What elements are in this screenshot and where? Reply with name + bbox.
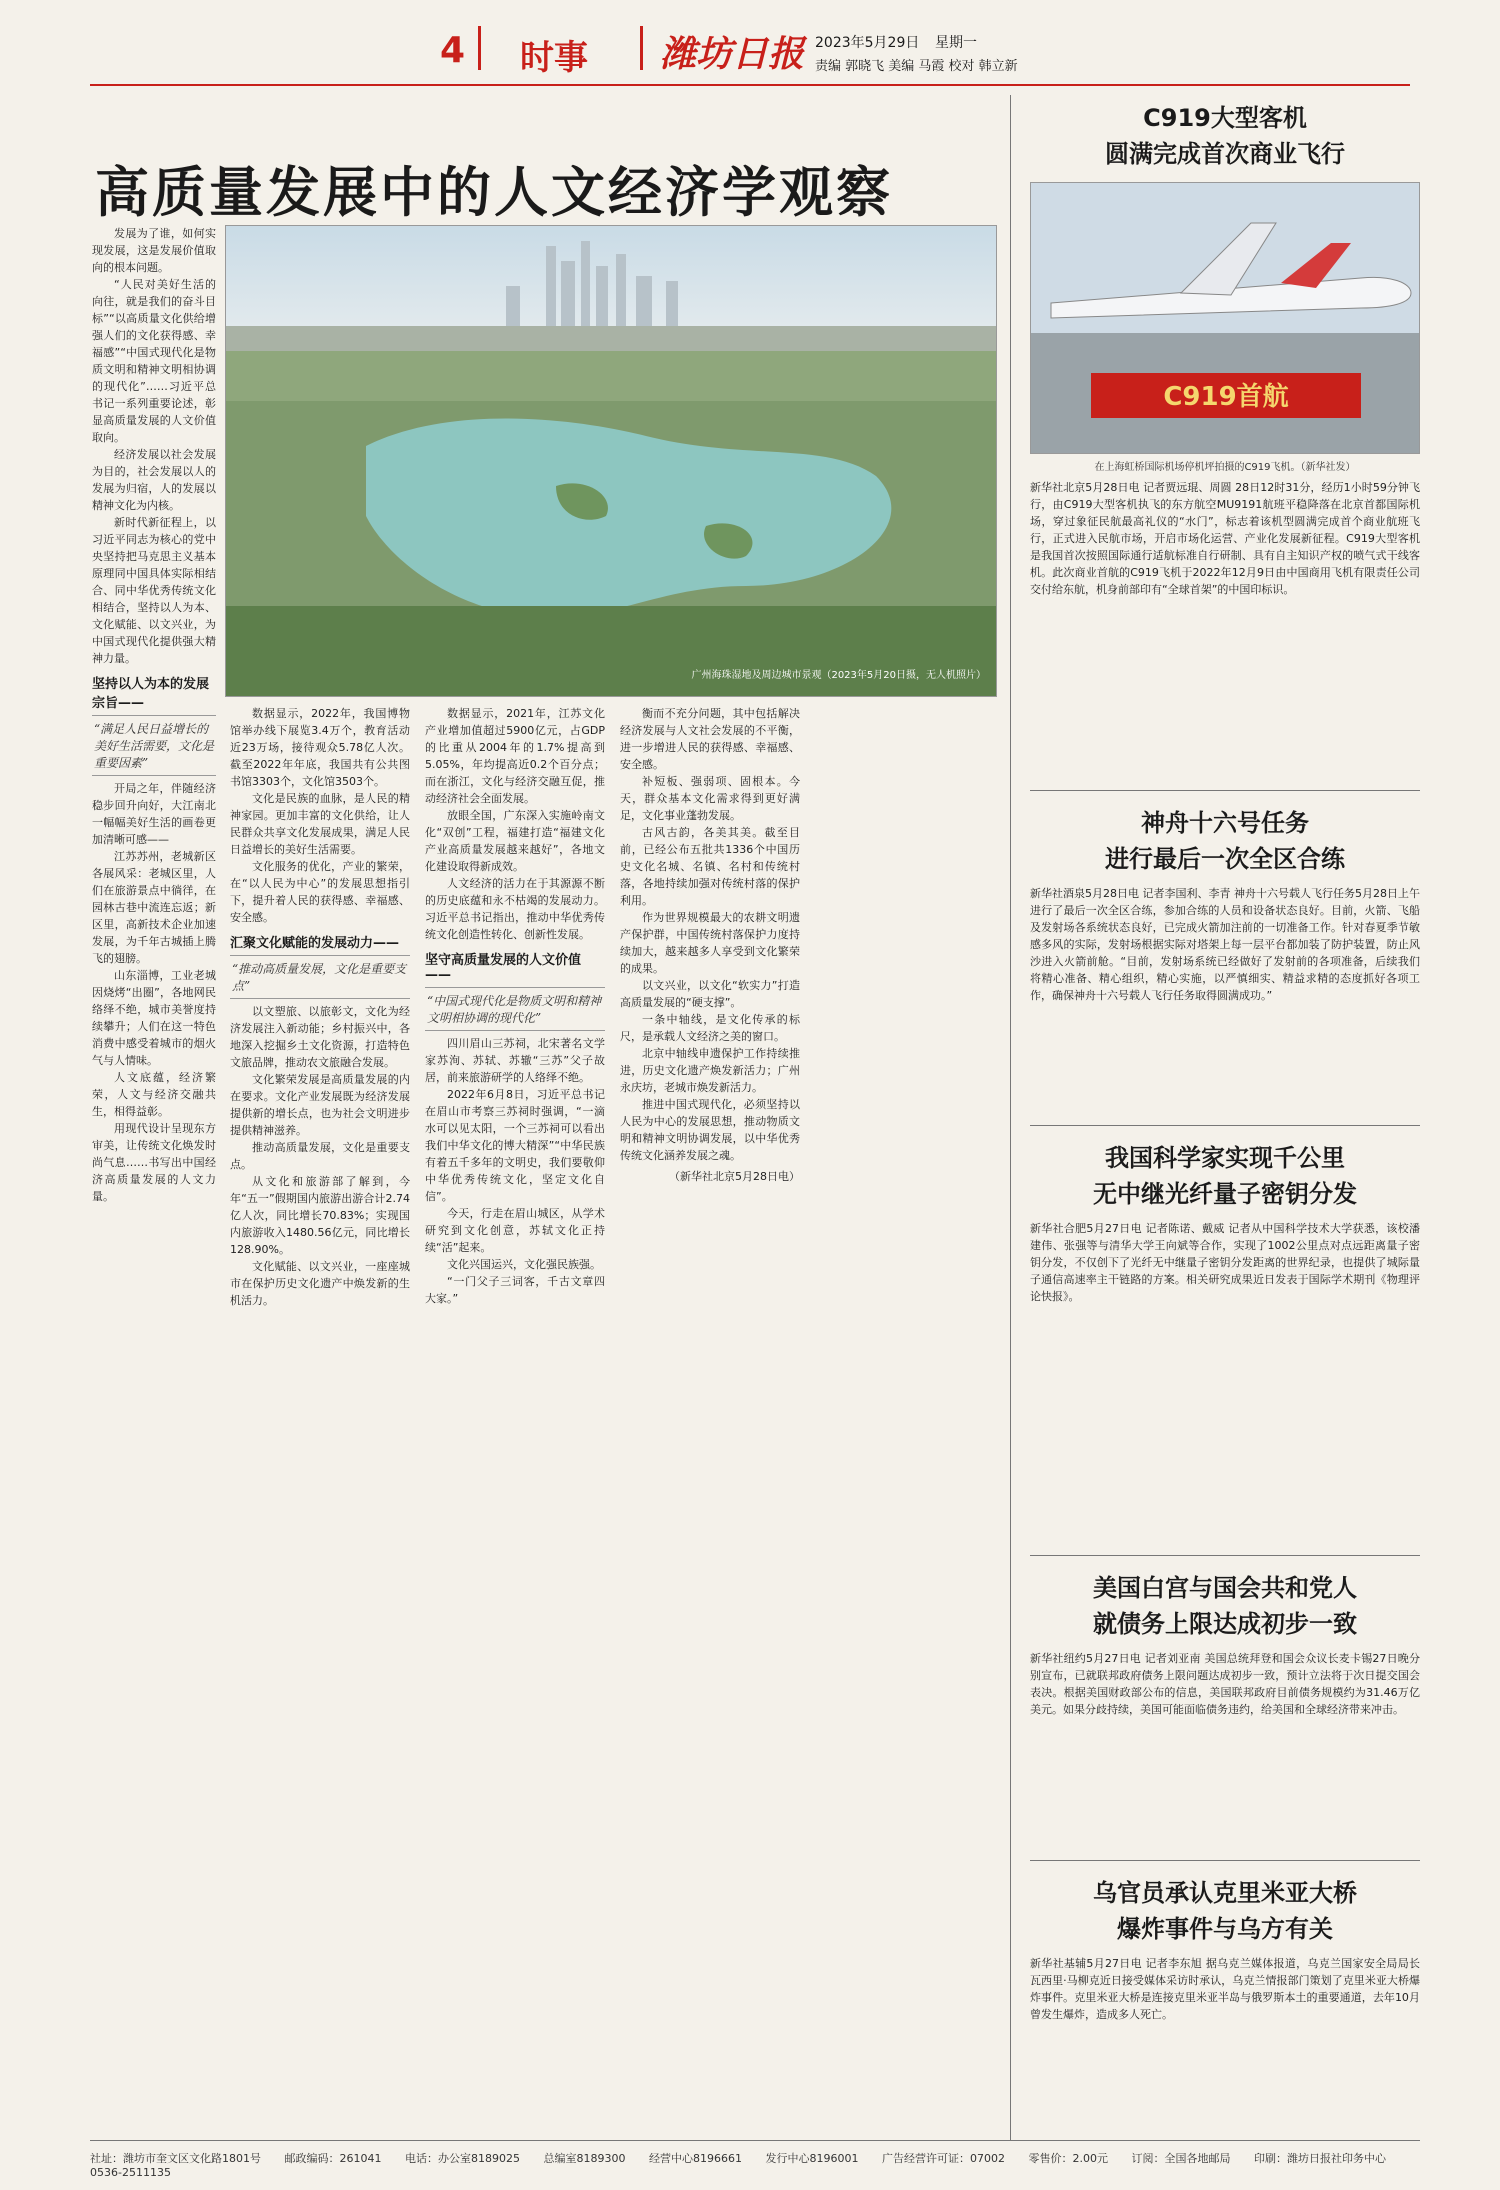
article-headline <box>1030 100 1420 172</box>
news-article <box>1030 1875 1420 2023</box>
article-column <box>230 705 410 1309</box>
masthead-divider <box>640 26 643 70</box>
column-2-text-2 <box>230 1003 410 1309</box>
dateline: （新华社北京5月28日电） <box>669 1170 800 1183</box>
airplane-image <box>1031 183 1420 453</box>
paragraph: 文化赋能、以文兴业，一座座城市在保护历史文化遗产中焕发新的生机活力。 <box>230 1260 410 1307</box>
article-headline <box>1030 1875 1420 1947</box>
paragraph: 古风古韵，各美其美。截至目前，已经公布五批共1336个中国历史文化名城、名镇、名村和传统村落，各地持续加强对传统村落的保护利用。 <box>620 826 800 907</box>
main-photo <box>225 225 997 697</box>
footer-item: 广告经营许可证：07002 <box>882 2152 1005 2165</box>
news-article <box>1030 1140 1420 1305</box>
headline-line: 神舟十六号任务 <box>1141 809 1309 837</box>
section-subhead: 坚持以人为本的发展宗旨—— <box>92 677 210 711</box>
footer-item: 电话：办公室8189025 <box>405 2152 520 2165</box>
article-body: 新华社纽约5月27日电 记者刘亚南 美国总统拜登和国会众议长麦卡锡27日晚分别宣布，已就联邦政府债务上限问题达成初步一致，预计立法将于次日提交国会表决。根据美国财政部公布的信息，美国联邦政府目前债务规模约为31.46万亿美元。如果分歧持续，美国可能面临债务违约，给美国和全球经济带来冲击。 <box>1030 1652 1420 1716</box>
headline-line: 乌官员承认克里米亚大桥 <box>1093 1879 1357 1907</box>
paragraph: 发展为了谁，如何实现发展，这是发展价值取向的根本问题。 <box>92 227 216 274</box>
column-3-text <box>425 705 605 943</box>
article-column <box>620 705 800 1185</box>
pull-quote: “中国式现代化是物质文明和精神文明相协调的现代化” <box>425 987 605 1031</box>
footer-item: 社址：潍坊市奎文区文化路1801号 <box>90 2152 261 2165</box>
banner-text: C919首航 <box>1163 382 1289 412</box>
paragraph: 文化繁荣发展是高质量发展的内在要求。文化产业发展既为经济发展提供新的增长点，也为社会文明进步提供精神滋养。 <box>230 1073 410 1137</box>
paragraph: 以文兴业，以文化“软实力”打造高质量发展的“硬支撑”。 <box>620 979 800 1009</box>
column-divider <box>1010 95 1011 2140</box>
footer-item: 订阅：全国各地邮局 <box>1131 2152 1231 2165</box>
article-body: 新华社合肥5月27日电 记者陈诺、戴威 记者从中国科学技术大学获悉，该校潘建伟、张强等与清华大学王向斌等合作，实现了1002公里点对点远距离量子密钥分发，不仅创下了光纤无中继量子密钥分发距离的世界纪录，也提供了城际量子通信高速率主干链路的方案。相关研究成果近日发表于国际学术期刊《物理评论快报》。 <box>1030 1222 1420 1303</box>
column-1-text <box>92 225 216 667</box>
paper-logo: 潍坊日报 <box>660 33 805 75</box>
paragraph: 推进中国式现代化，必须坚持以人民为中心的发展思想，推动物质文明和精神文明协调发展，以中华优秀传统文化涵养发展之魂。 <box>620 1098 800 1162</box>
section-subhead: 汇聚文化赋能的发展动力—— <box>230 936 400 951</box>
footer-item: 邮政编码：261041 <box>284 2152 382 2165</box>
paragraph: 人文底蕴，经济繁荣，人文与经济交融共生，相得益彰。 <box>92 1071 216 1118</box>
headline-line: 就债务上限达成初步一致 <box>1093 1610 1357 1638</box>
issue-weekday: 星期一 <box>935 35 977 51</box>
issue-date: 2023年5月29日 <box>815 35 920 51</box>
editors-line: 责编 郭晓飞 美编 马霞 校对 韩立新 <box>815 59 1018 74</box>
paragraph: 补短板、强弱项、固根本。今天，群众基本文化需求得到更好满足，文化事业蓬勃发展。 <box>620 775 800 822</box>
footer <box>90 2150 1420 2179</box>
paragraph: 北京中轴线申遗保护工作持续推进，历史文化遗产焕发新活力；广州永庆坊，老城市焕发新活力。 <box>620 1047 800 1094</box>
news-article <box>1030 1570 1420 1718</box>
main-photo-caption: 广州海珠湿地及周边城市景观（2023年5月20日摄，无人机照片） <box>691 670 986 681</box>
headline-line: 爆炸事件与乌方有关 <box>1117 1915 1333 1943</box>
paragraph: 人文经济的活力在于其源源不断的历史底蕴和永不枯竭的发展动力。习近平总书记指出，推动中华优秀传统文化创造性转化、创新性发展。 <box>425 877 605 941</box>
paragraph: 文化服务的优化，产业的繁荣，在“以人民为中心”的发展思想指引下，提升着人民的获得感、幸福感、安全感。 <box>230 860 410 924</box>
footer-rule <box>90 2140 1420 2141</box>
article-divider <box>1030 790 1420 791</box>
paragraph: 衡而不充分问题，其中包括解决经济发展与人文社会发展的不平衡，进一步增进人民的获得感、幸福感、安全感。 <box>620 707 800 771</box>
headline-line: 圆满完成首次商业飞行 <box>1105 140 1345 168</box>
paragraph: “一门父子三词客，千古文章四大家。” <box>425 1275 605 1305</box>
footer-item: 发行中心8196001 <box>765 2152 859 2165</box>
paragraph: 开局之年，伴随经济稳步回升向好，大江南北一幅幅美好生活的画卷更加清晰可感—— <box>92 782 216 846</box>
paragraph: 文化兴国运兴，文化强民族强。 <box>447 1258 601 1271</box>
photo-caption: 在上海虹桥国际机场停机坪拍摄的C919飞机。（新华社发） <box>1094 462 1356 473</box>
paragraph: 从文化和旅游部了解到，今年“五一”假期国内旅游出游合计2.74亿人次，同比增长70.83%；实现国内旅游收入1480.56亿元，同比增长128.90%。 <box>230 1175 410 1256</box>
page-number: 4 <box>440 30 466 71</box>
wetland-city-image <box>226 226 996 696</box>
paragraph: 数据显示，2022年，我国博物馆举办线下展览3.4万个，教育活动近23万场，接待观众5.78亿人次。截至2022年年底，我国共有公共图书馆3303个，文化馆3503个。 <box>230 707 410 788</box>
headline-line: 我国科学家实现千公里 <box>1105 1144 1345 1172</box>
pull-quote: “满足人民日益增长的美好生活需要，文化是重要因素” <box>92 715 216 776</box>
column-3-text-2 <box>425 1035 605 1307</box>
article-body: 新华社酒泉5月28日电 记者李国利、李青 神舟十六号载人飞行任务5月28日上午进行了最后一次全区合练，参加合练的人员和设备状态良好。目前，火箭、飞船及发射场各系统状态良好，已完成火箭加注前的一切准备工作。针对春夏季节敏感多风的实际，发射场根据实际对塔架上每一层平台都加装了防护装置，防止风沙进入火箭前舱。“目前，发射场系统已经做好了发射前的各项准备，后续我们将精心准备、精心组织，精心实施，以严慎细实、精益求精的态度抓好各项工作，确保神舟十六号载人飞行任务取得圆满成功。” <box>1030 887 1420 1002</box>
article-divider <box>1030 1555 1420 1556</box>
paragraph: 以文塑旅、以旅彰文，文化为经济发展注入新动能；乡村振兴中，各地深入挖掘乡土文化资源，打造特色文旅品牌，推动农文旅融合发展。 <box>230 1005 410 1069</box>
column-1-text-2 <box>92 780 216 1205</box>
paragraph: 文化是民族的血脉，是人民的精神家园。更加丰富的文化供给，让人民群众共享文化发展成果，满足人民日益增长的美好生活需要。 <box>230 792 410 856</box>
paragraph: “人民对美好生活的向往，就是我们的奋斗目标”“以高质量文化供给增强人们的文化获得感、幸福感”“中国式现代化是物质文明和精神文明相协调的现代化”……习近平总书记一系列重要论述，彰显高质量发展的人文价值取向。 <box>92 278 216 444</box>
article-column <box>92 225 216 1205</box>
paragraph: 作为世界规模最大的农耕文明遗产保护群，中国传统村落保护力度持续加大，越来越多人享受到文化繁荣的成果。 <box>620 911 800 975</box>
news-article <box>1030 100 1420 598</box>
paragraph: 经济发展以社会发展为目的，社会发展以人的发展为归宿，人的发展以精神文化为内核。 <box>92 448 216 512</box>
article-body: 新华社基辅5月27日电 记者李东旭 据乌克兰媒体报道，乌克兰国家安全局局长瓦西里·马柳克近日接受媒体采访时承认，乌克兰情报部门策划了克里米亚大桥爆炸事件。克里米亚大桥是连接克里米亚半岛与俄罗斯本土的重要通道，去年10月曾发生爆炸，造成多人死亡。 <box>1030 1957 1420 2021</box>
paragraph: 江苏苏州，老城新区各展风采：老城区里，人们在旅游景点中徜徉，在园林古巷中流连忘返；新区里，高新技术企业加速发展，为千年古城插上腾飞的翅膀。 <box>92 850 216 965</box>
paragraph: 用现代设计呈现东方审美，让传统文化焕发时尚气息……书写出中国经济高质量发展的人文力量。 <box>92 1122 216 1203</box>
paragraph: 放眼全国，广东深入实施岭南文化“双创”工程，福建打造“福建文化产业高质量发展越来越好”，各地文化建设取得新成效。 <box>425 809 605 873</box>
footer-item: 印刷：潍坊日报社印务中心 0536-2511135 <box>90 2152 1386 2179</box>
section-subhead: 坚守高质量发展的人文价值—— <box>425 953 582 983</box>
paragraph: 推动高质量发展，文化是重要支点。 <box>230 1141 410 1171</box>
article-headline <box>1030 805 1420 877</box>
headline-line: 美国白宫与国会共和党人 <box>1093 1574 1357 1602</box>
paragraph: 四川眉山三苏祠，北宋著名文学家苏洵、苏轼、苏辙“三苏”父子故居，前来旅游研学的人络绎不绝。 <box>425 1037 605 1084</box>
footer-item: 总编室8189300 <box>543 2152 626 2165</box>
main-headline: 高质量发展中的人文经济学观察 <box>95 160 893 224</box>
section-title: 时事 <box>520 38 588 78</box>
article-headline <box>1030 1140 1420 1212</box>
headline-line: 进行最后一次全区合练 <box>1105 845 1345 873</box>
masthead <box>0 0 1500 90</box>
news-article <box>1030 805 1420 1004</box>
footer-item: 零售价：2.00元 <box>1028 2152 1108 2165</box>
paragraph: 一条中轴线，是文化传承的标尺，是承载人文经济之美的窗口。 <box>620 1013 800 1043</box>
column-4-text <box>620 705 800 1164</box>
pull-quote: “推动高质量发展，文化是重要支点” <box>230 955 410 999</box>
article-headline <box>1030 1570 1420 1642</box>
column-2-text <box>230 705 410 926</box>
masthead-divider <box>478 26 481 70</box>
article-column <box>425 705 605 1307</box>
paragraph: 新时代新征程上，以习近平同志为核心的党中央坚持把马克思主义基本原理同中国具体实际相结合、同中华优秀传统文化相结合，坚持以人为本、文化赋能、以文兴业，为中国式现代化提供强大精神力量。 <box>92 516 216 665</box>
c919-photo <box>1030 182 1420 454</box>
footer-item: 经营中心8196661 <box>649 2152 742 2165</box>
article-divider <box>1030 1860 1420 1861</box>
headline-line: C919大型客机 <box>1143 104 1307 132</box>
article-divider <box>1030 1125 1420 1126</box>
paragraph: 山东淄博，工业老城因烧烤“出圈”，各地网民络绎不绝，城市美誉度持续攀升；人们在这一特色消费中感受着城市的烟火气与人情味。 <box>92 969 216 1067</box>
paragraph: 2022年6月8日，习近平总书记在眉山市考察三苏祠时强调，“一滴水可以见太阳，一个三苏祠可以看出我们中华文化的博大精深”“中华民族有着五千多年的文明史，我们要敬仰中华优秀传统文化，坚定文化自信”。 <box>425 1088 605 1203</box>
article-body: 新华社北京5月28日电 记者贾远琨、周圆 28日12时31分，经历1小时59分钟飞行，由C919大型客机执飞的东方航空MU9191航班平稳降落在北京首都国际机场，穿过象征民航最高礼仪的“水门”，标志着该机型圆满完成首个商业航班飞行，正式进入民航市场，开启市场化运营、产业化发展新征程。C919大型客机是我国首次按照国际通行适航标准自行研制、具有自主知识产权的喷气式干线客机。此次商业首航的C919飞机于2022年12月9日由中国商用飞机有限责任公司交付给东航，机身前部印有“全球首架”的中国印标识。 <box>1030 481 1420 596</box>
masthead-rule <box>90 84 1410 86</box>
headline-line: 无中继光纤量子密钥分发 <box>1093 1180 1357 1208</box>
paragraph: 数据显示，2021年，江苏文化产业增加值超过5900亿元，占GDP的比重从2004年的1.7%提高到5.05%，年均提高近0.2个百分点；而在浙江，文化与经济交融互促，推动经济社会全面发展。 <box>425 707 605 805</box>
paragraph: 今天，行走在眉山城区，从学术研究到文化创意，苏轼文化正持续“活”起来。 <box>425 1207 605 1254</box>
